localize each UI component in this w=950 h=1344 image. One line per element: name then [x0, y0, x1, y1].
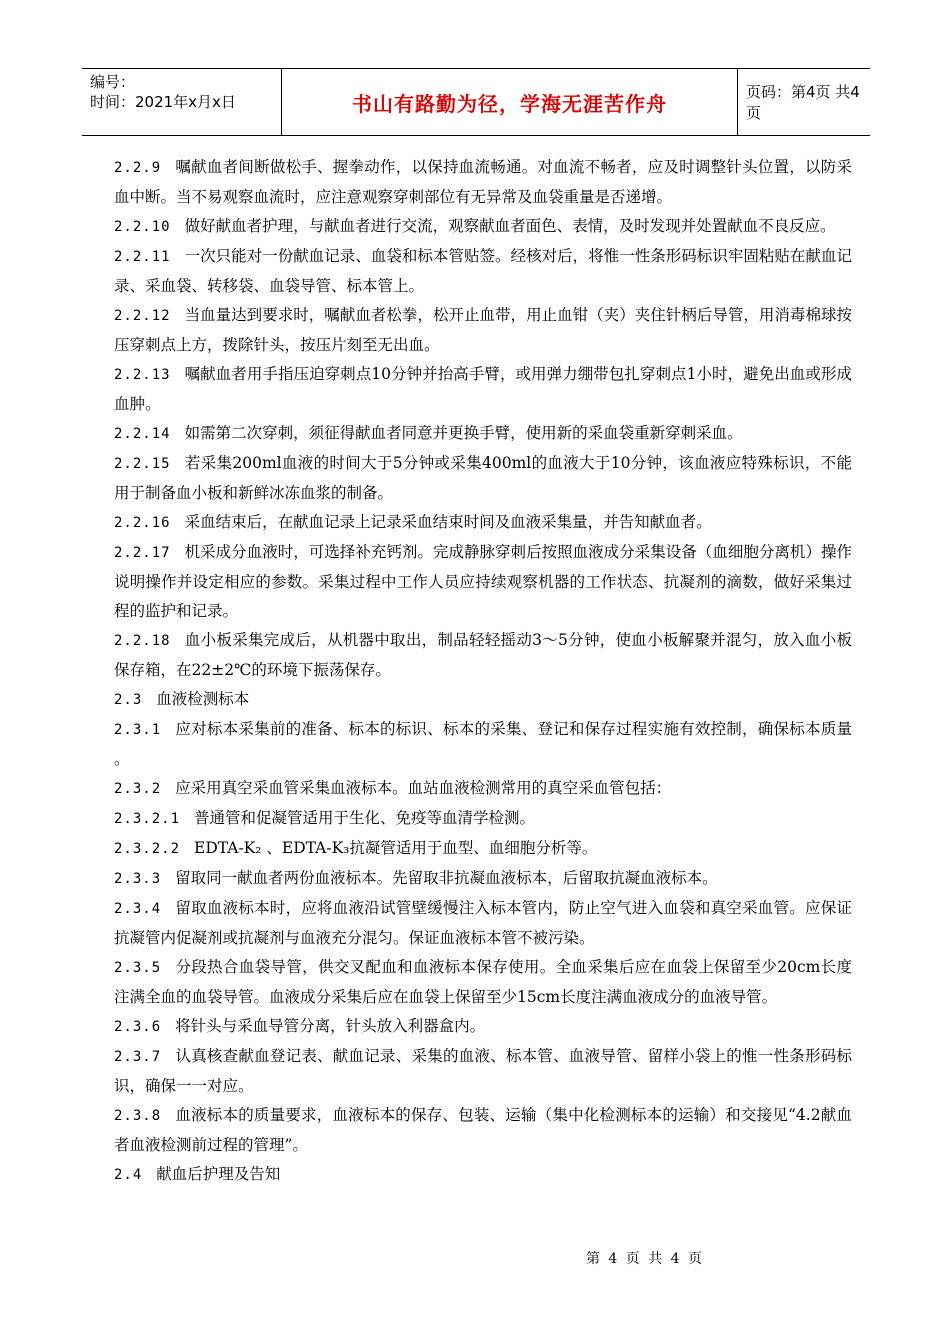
clause-text: 留取血液标本时，应将血液沿试管壁缓慢注入标本管内，防止空气进入血袋和真空采血管。应保证抗凝管内促凝剂或抗凝剂与血液充分混匀。保证血液标本管不被污染。	[114, 899, 852, 947]
clause-text: 如需第二次穿刺，须征得献血者同意并更换手臂，使用新的采血袋重新穿刺采血。	[184, 424, 743, 442]
clause-text: 血液检测标本	[156, 690, 250, 708]
clause-text: 若采集200ml血液的时间大于5分钟或采集400ml的血液大于10分钟，该血液应特殊标识，不能用于制备血小板和新鲜冰冻血浆的制备。	[114, 454, 852, 502]
clause-text: 留取同一献血者两份血液标本。先留取非抗凝血液标本，后留取抗凝血液标本。	[175, 869, 718, 887]
clause-paragraph	[114, 508, 852, 538]
clause-text: 嘱献血者用手指压迫穿刺点10分钟并抬高手臂，或用弹力绷带包扎穿刺点1小时，避免出血或形成血肿。	[114, 365, 852, 413]
clause-text: 嘱献血者间断做松手、握拳动作，以保持血流畅通。对血流不畅者，应及时调整针头位置，以防采血中断。当不易观察血流时，应注意观察穿刺部位有无异常及血袋重量是否递增。	[114, 158, 852, 206]
clause-paragraph	[114, 1012, 852, 1042]
clause-text: EDTA-K₂ 、EDTA-K₃抗凝管适用于血型、血细胞分析等。	[194, 839, 598, 857]
clause-number: 2.3.3	[114, 871, 162, 887]
clause-text: 做好献血者护理，与献血者进行交流，观察献血者面色、表情，及时发现并处置献血不良反应。	[184, 217, 836, 235]
clause-number: 2.2.11	[114, 249, 171, 265]
clause-number: 2.3.2.1	[114, 811, 181, 827]
header-time-label: 时间：2021年x月x日	[90, 93, 236, 111]
clause-text: 一次只能对一份献血记录、血袋和标本管贴签。经核对后，将惟一性条形码标识牢固粘贴在献血记录、采血袋、转移袋、血袋导管、标本管上。	[114, 247, 852, 295]
clause-number: 2.2.16	[114, 515, 171, 531]
clause-paragraph	[114, 626, 852, 685]
clause-paragraph	[114, 212, 852, 242]
clause-text: 普通管和促凝管适用于生化、免疫等血清学检测。	[194, 809, 536, 827]
clause-number: 2.2.15	[114, 456, 171, 472]
document-body	[114, 153, 852, 1190]
clause-paragraph	[114, 894, 852, 953]
clause-paragraph	[114, 864, 852, 894]
section-heading	[114, 1160, 852, 1190]
clause-text: 当血量达到要求时，嘱献血者松拳，松开止血带，用止血钳（夹）夹住针柄后导管，用消毒棉球按压穿刺点上方，拨除针头，按压片刻至无出血。	[114, 306, 852, 354]
clause-paragraph	[114, 1042, 852, 1101]
header-number-label: 编号：	[90, 73, 136, 91]
clause-paragraph	[114, 360, 852, 419]
clause-paragraph	[114, 242, 852, 301]
clause-number: 2.3.7	[114, 1049, 162, 1065]
clause-paragraph	[114, 419, 852, 449]
clause-text: 血液标本的质量要求，血液标本的保存、包装、运输（集中化检测标本的运输）和交接见“4.2献血者血液检测前过程的管理”。	[114, 1106, 852, 1154]
clause-text: 献血后护理及告知	[156, 1165, 281, 1183]
clause-paragraph	[114, 1101, 852, 1160]
clause-paragraph	[114, 804, 852, 834]
clause-text: 血小板采集完成后，从机器中取出，制品轻轻摇动3～5分钟，使血小板解聚并混匀，放入血小板保存箱，在22±2℃的环境下振荡保存。	[114, 631, 852, 679]
clause-text: 机采成分血液时，可选择补充钙剂。完成静脉穿刺后按照血液成分采集设备（血细胞分离机）操作说明操作并设定相应的参数。采集过程中工作人员应持续观察机器的工作状态、抗凝剂的滴数，做好采集过程的监护和记录。	[114, 543, 852, 620]
page-footer: 第 4 页 共 4 页	[585, 1251, 705, 1267]
clause-number: 2.2.13	[114, 367, 171, 383]
clause-paragraph	[114, 449, 852, 508]
clause-text: 认真核查献血登记表、献血记录、采集的血液、标本管、血液导管、留样小袋上的惟一性条形码标识，确保一一对应。	[114, 1047, 852, 1095]
clause-number: 2.2.18	[114, 633, 171, 649]
clause-paragraph	[114, 953, 852, 1012]
clause-paragraph	[114, 301, 852, 360]
header-meta	[82, 69, 282, 135]
clause-paragraph	[114, 774, 852, 804]
clause-text: 应采用真空采血管采集血液标本。血站血液检测常用的真空采血管包括：	[175, 779, 672, 797]
clause-text: 分段热合血袋导管，供交叉配血和血液标本保存使用。全血采集后应在血袋上保留至少20cm长度注满全血的血袋导管。血液成分采集后应在血袋上保留至少15cm长度注满血液成分的血液导管。	[114, 958, 852, 1006]
clause-paragraph	[114, 715, 852, 774]
clause-paragraph	[114, 834, 852, 864]
clause-number: 2.3.1	[114, 722, 162, 738]
clause-number: 2.2.9	[114, 160, 162, 176]
section-heading	[114, 685, 852, 715]
clause-number: 2.3.2	[114, 781, 162, 797]
clause-text: 将针头与采血导管分离，针头放入利器盒内。	[175, 1017, 486, 1035]
clause-number: 2.2.17	[114, 545, 171, 561]
header-page-info: 页码：第4页 共4页	[746, 83, 860, 122]
clause-number: 2.3.5	[114, 960, 162, 976]
clause-number: 2.2.10	[114, 219, 171, 235]
clause-number: 2.3.4	[114, 901, 162, 917]
clause-number: 2.3	[114, 692, 143, 708]
clause-number: 2.2.12	[114, 308, 171, 324]
clause-number: 2.3.2.2	[114, 841, 181, 857]
page-header	[82, 68, 870, 136]
clause-number: 2.2.14	[114, 426, 171, 442]
clause-number: 2.3.8	[114, 1108, 162, 1124]
clause-number: 2.3.6	[114, 1019, 162, 1035]
clause-paragraph	[114, 538, 852, 626]
clause-text: 采血结束后，在献血记录上记录采血结束时间及血液采集量，并告知献血者。	[184, 513, 712, 531]
clause-text: 应对标本采集前的准备、标本的标识、标本的采集、登记和保存过程实施有效控制，确保标本质量 。	[114, 720, 852, 768]
header-motto: 书山有路勤为径，学海无涯苦作舟	[282, 69, 738, 135]
clause-paragraph	[114, 153, 852, 212]
clause-number: 2.4	[114, 1167, 143, 1183]
